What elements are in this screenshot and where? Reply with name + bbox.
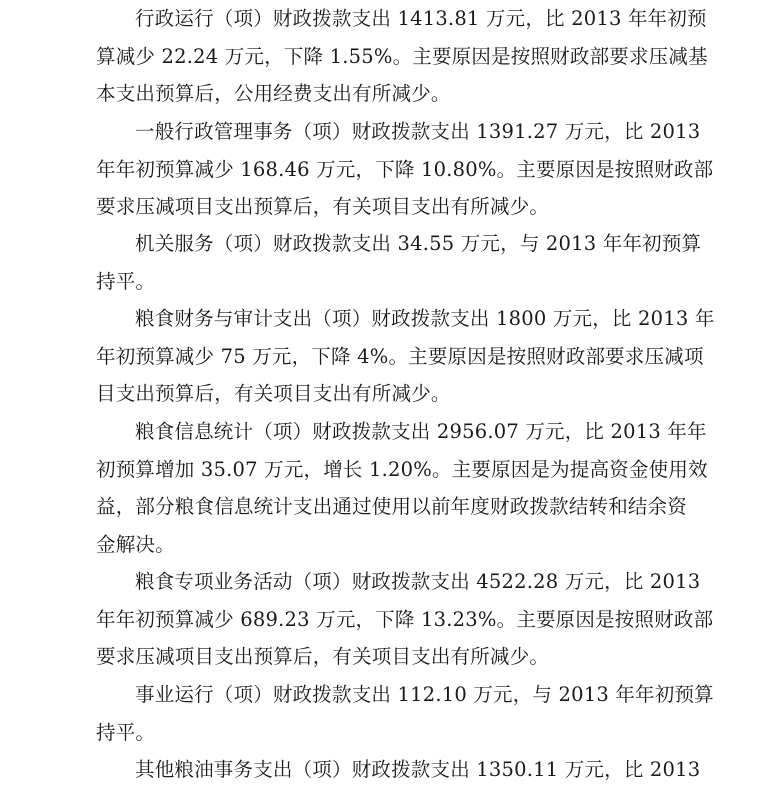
paragraph-grain-finance-audit [96,300,715,413]
text-line: 一般行政管理事务（项）财政拨款支出 1391.27 万元，比 2013 [135,120,701,143]
text-line: 粮食财务与审计支出（项）财政拨款支出 1800 万元，比 2013 年 [135,307,715,330]
text-line: 算减少 22.24 万元，下降 1.55%。主要原因是按照财政部要求压减基 [96,44,708,68]
text-line: 持平。 [96,269,156,293]
text-line: 机关服务（项）财政拨款支出 34.55 万元，与 2013 年年初预算 [135,232,702,255]
text-line: 行政运行（项）财政拨款支出 1413.81 万元，比 2013 年年初预 [135,7,707,30]
text-line: 益，部分粮食信息统计支出通过使用以前年度财政拨款结转和结余资 [96,495,688,519]
text-line: 其他粮油事务支出（项）财政拨款支出 1350.11 万元，比 2013 [135,758,701,781]
text-line: 要求压减项目支出预算后，有关项目支出有所减少。 [96,645,550,669]
text-line: 持平。 [96,720,156,744]
paragraph-other-grain-oil-affairs [96,751,701,789]
paragraph-administrative-operation [96,0,708,113]
text-line: 年年初预算减少 689.23 万元，下降 13.23%。主要原因是按照财政部 [96,607,714,631]
paragraph-general-administration [96,113,714,226]
text-line: 粮食专项业务活动（项）财政拨款支出 4522.28 万元，比 2013 [135,570,701,593]
text-line: 事业运行（项）财政拨款支出 112.10 万元，与 2013 年年初预算 [135,683,714,706]
text-line: 粮食信息统计（项）财政拨款支出 2956.07 万元，比 2013 年年 [135,420,707,443]
text-line: 本支出预算后，公用经费支出有所减少。 [96,82,451,106]
text-line: 目支出预算后，有关项目支出有所减少。 [96,382,451,406]
paragraph-institution-operation [96,676,714,751]
paragraph-grain-info-statistics [96,413,708,563]
text-line: 初预算增加 35.07 万元，增长 1.20%。主要原因是为提高资金使用效 [96,457,708,481]
text-line: 年年初预算减少 168.46 万元，下降 10.80%。主要原因是按照财政部 [96,157,714,181]
text-line: 金解决。 [96,532,175,556]
text-line: 年初预算减少 75 万元，下降 4%。主要原因是按照财政部要求压减项 [96,344,704,368]
paragraph-grain-special-business [96,563,714,676]
paragraph-agency-services [96,225,702,300]
text-line: 要求压减项目支出预算后，有关项目支出有所减少。 [96,195,550,219]
